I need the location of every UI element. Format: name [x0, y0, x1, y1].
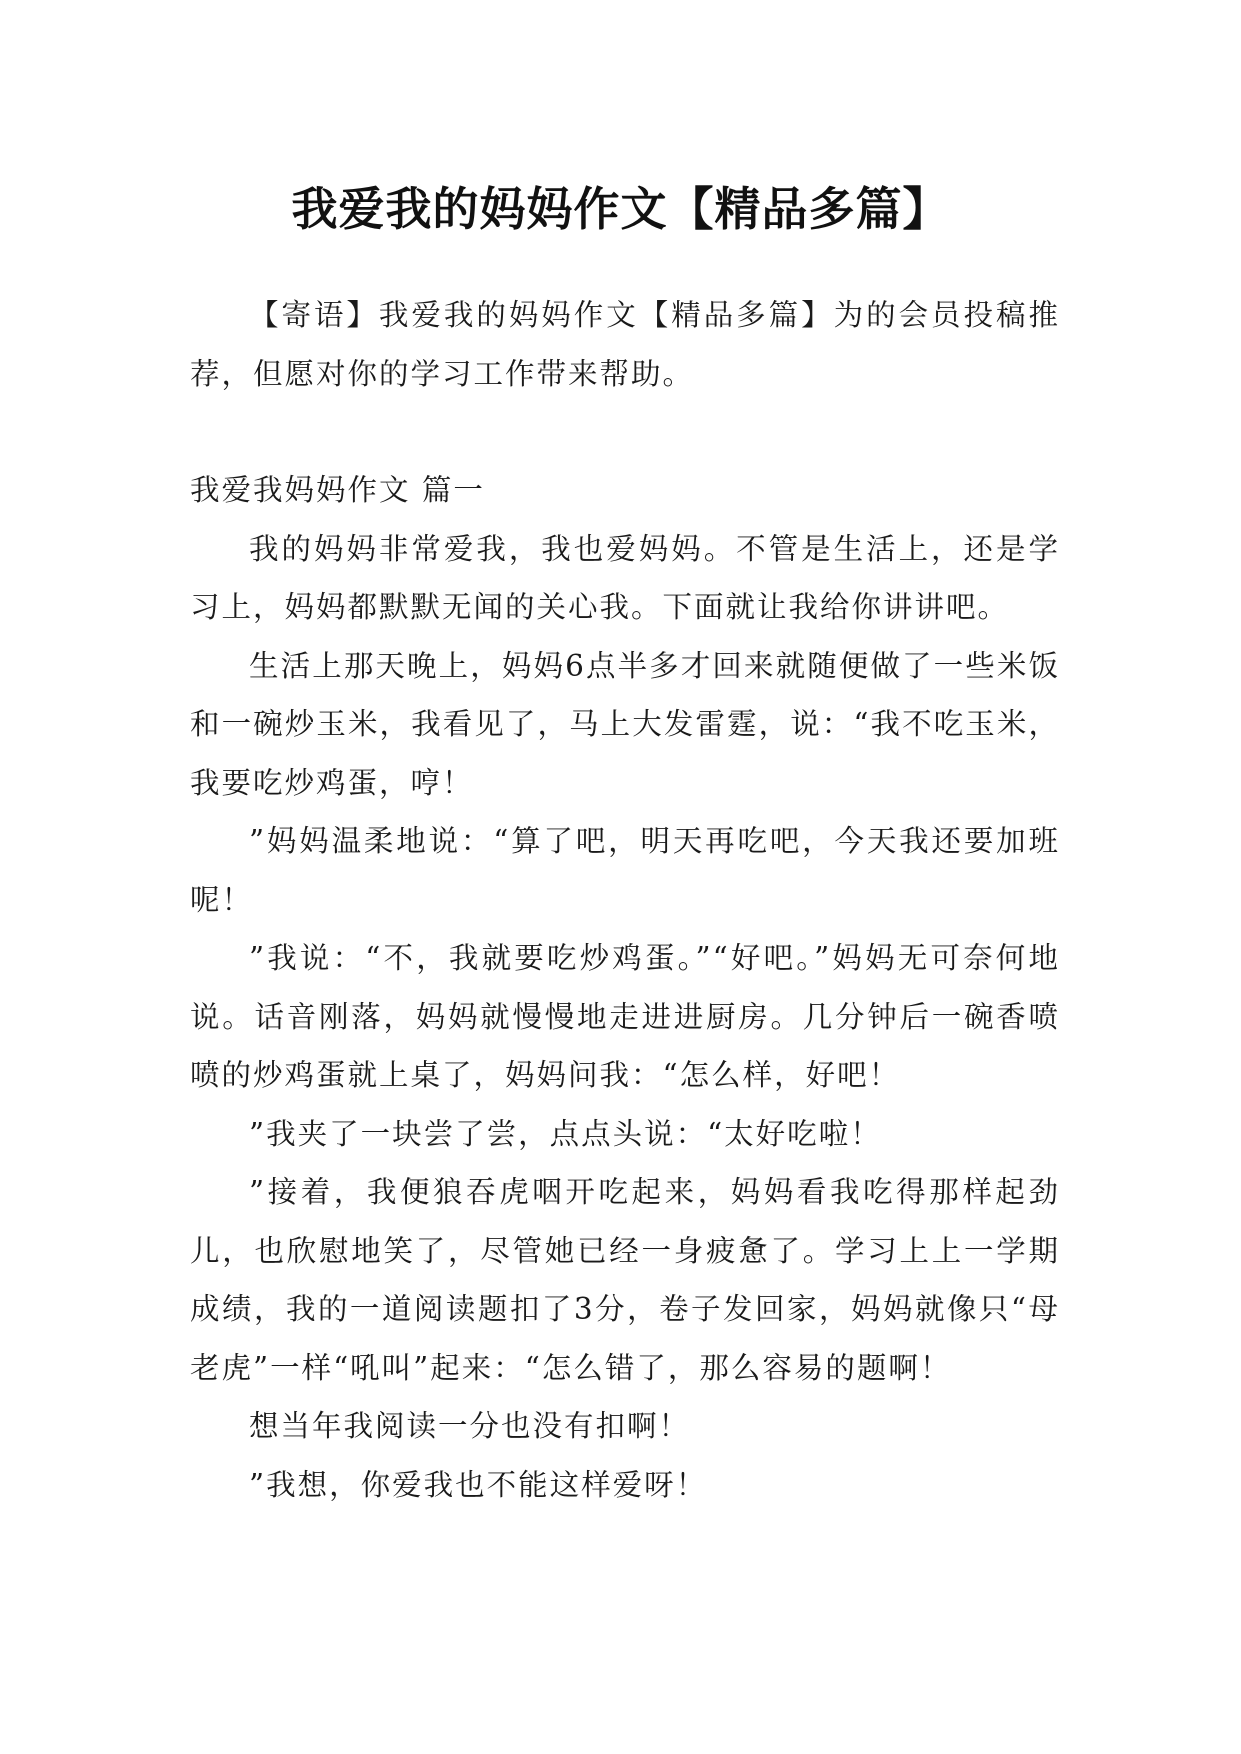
- body-paragraph: ”我想，你爱我也不能这样爱呀！: [249, 1467, 708, 1502]
- body-paragraph: ”妈妈温柔地说：“算了吧，明天再吃吧，今天我还要加班呢！: [190, 824, 1060, 917]
- paragraph-gap: [190, 403, 1060, 461]
- body-paragraph: 想当年我阅读一分也没有扣啊！: [249, 1409, 691, 1443]
- body-paragraph: ”我夹了一块尝了尝，点点头说：“太好吃啦！: [249, 1116, 882, 1151]
- intro-paragraph: 【寄语】我爱我的妈妈作文【精品多篇】为的会员投稿推荐，但愿对你的学习工作带来帮助。: [190, 298, 1060, 391]
- body-paragraph: ”我说：“不，我就要吃炒鸡蛋。”“好吧。”妈妈无可奈何地说。话音刚落，妈妈就慢慢地走进进厨房。几分钟后一碗香喷喷的炒鸡蛋就上桌了，妈妈问我：“怎么样，好吧！: [190, 941, 1060, 1092]
- section-heading: 我爱我妈妈作文 篇一: [190, 473, 485, 507]
- body-paragraph: 生活上那天晚上，妈妈6点半多才回来就随便做了一些米饭和一碗炒玉米，我看见了，马上大发雷霆，说：“我不吃玉米，我要吃炒鸡蛋，哼！: [190, 648, 1060, 800]
- body-paragraph: ”接着，我便狼吞虎咽开吃起来，妈妈看我吃得那样起劲儿，也欣慰地笑了，尽管她已经一身疲惫了。学习上上一学期成绩，我的一道阅读题扣了3分，卷子发回家，妈妈就像只“母老虎”一样“吼叫”起来：“怎么错了，那么容易的题啊！: [190, 1175, 1060, 1385]
- document-body: [190, 286, 1060, 1514]
- body-paragraph: 我的妈妈非常爱我，我也爱妈妈。不管是生活上，还是学习上，妈妈都默默无闻的关心我。下面就让我给你讲讲吧。: [190, 531, 1060, 624]
- document-title: 我爱我的妈妈作文【精品多篇】: [291, 181, 950, 236]
